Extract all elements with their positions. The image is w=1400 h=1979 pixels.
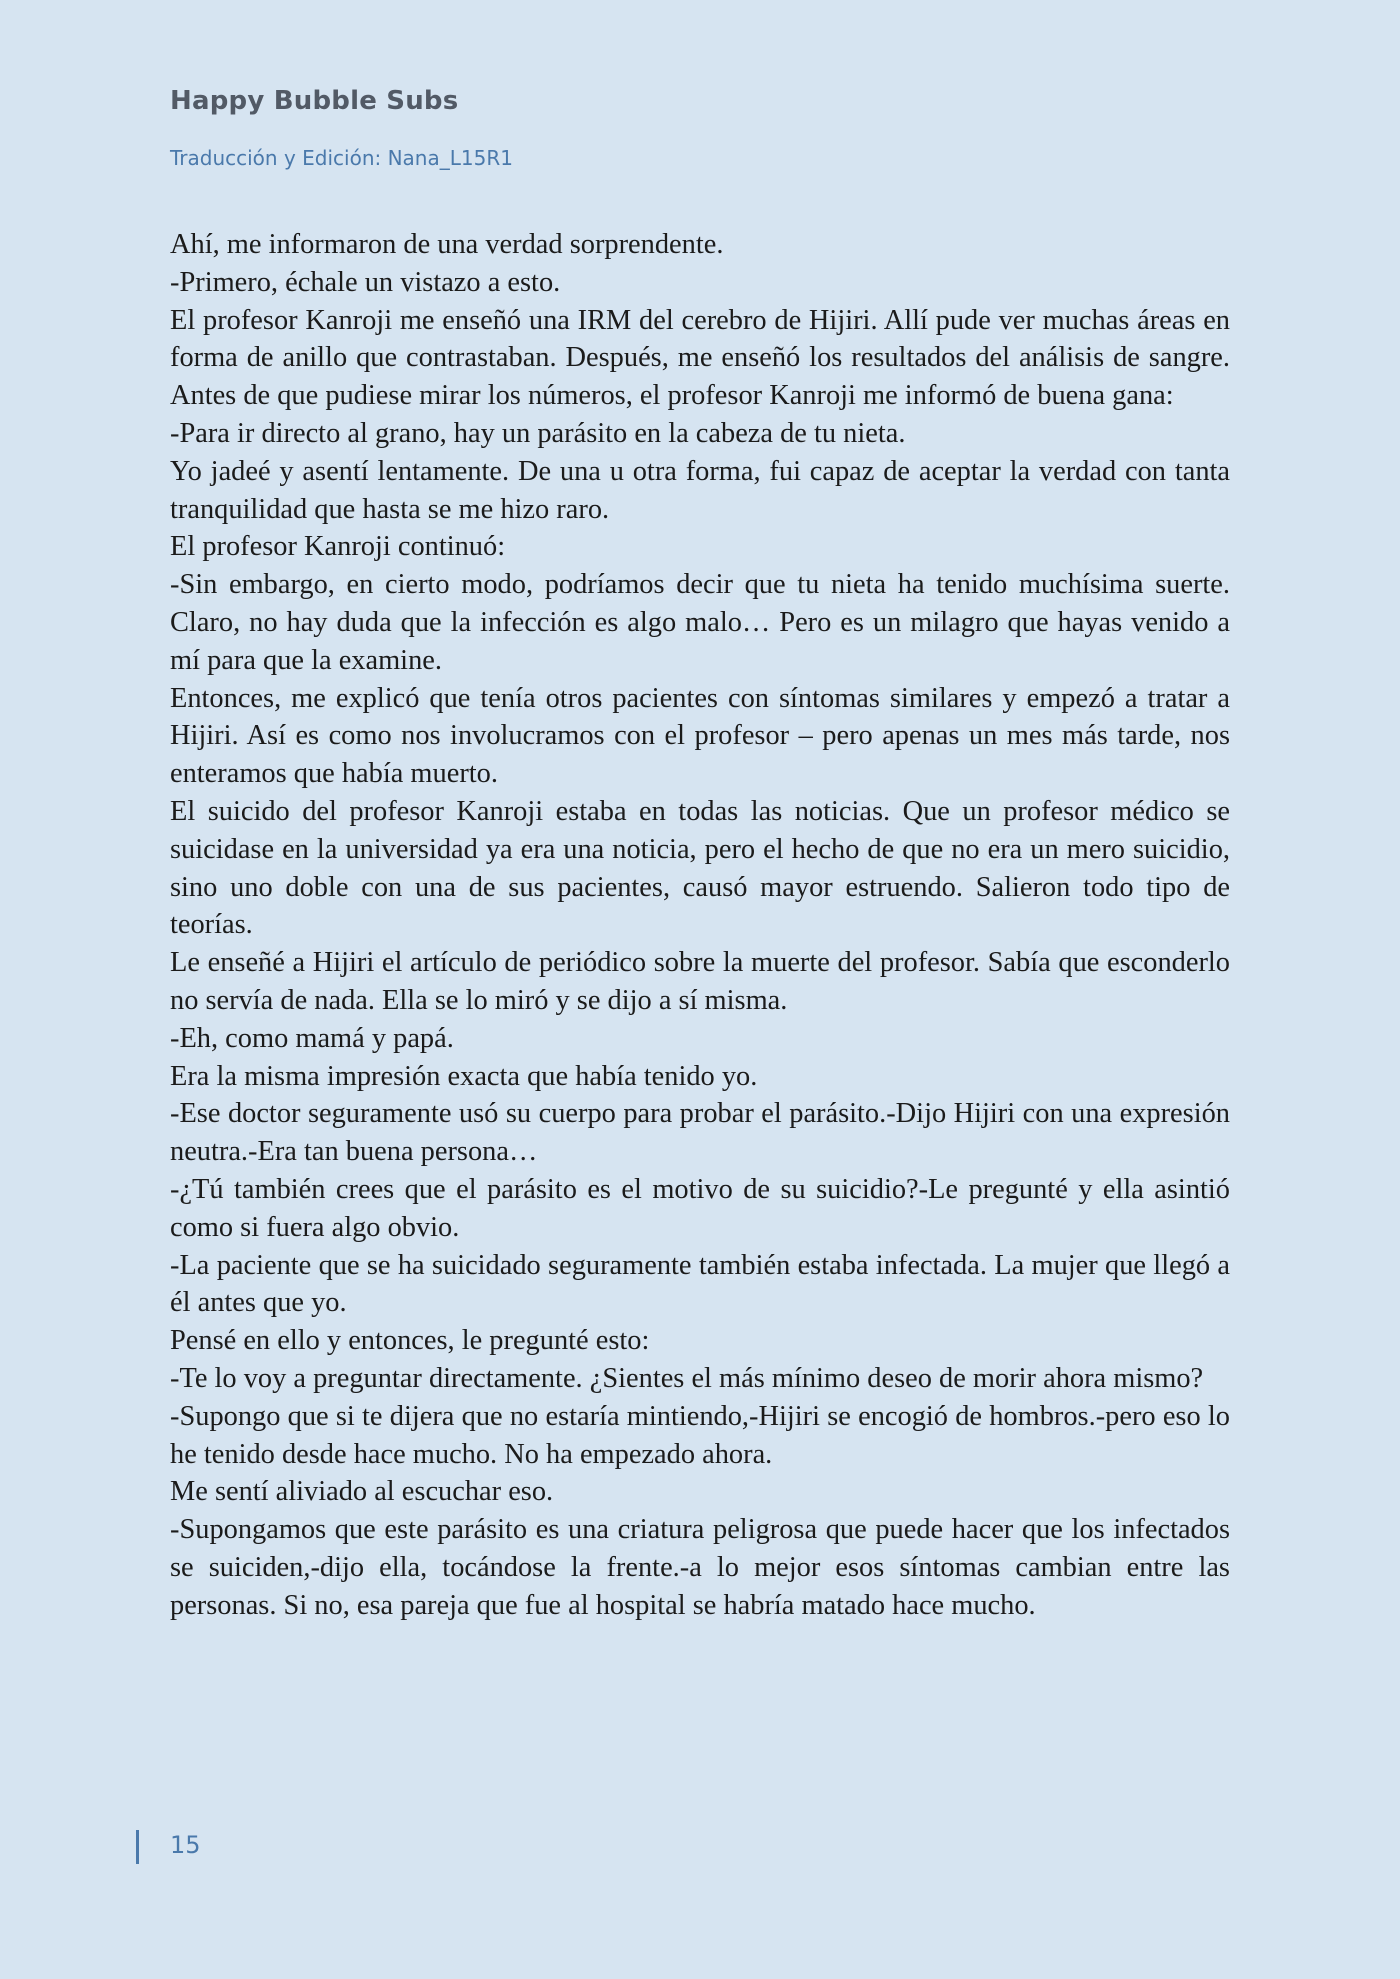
paragraph: El profesor Kanroji me enseñó una IRM del cerebro de Hijiri. Allí pude ver muchas áreas en forma de anillo que contrastaban. Después, me enseñó los resultados del análisis de sangre. Antes de que pudiese mirar los números, el profesor Kanroji me informó de buena gana: [170,304,1230,412]
paragraph: Yo jadeé y asentí lentamente. De una u otra forma, fui capaz de aceptar la verdad con tanta tranquilidad que hasta se me hizo raro. [170,455,1230,525]
paragraph: Le enseñé a Hijiri el artículo de periódico sobre la muerte del profesor. Sabía que esconderlo no servía de nada. Ella se lo miró y se dijo a sí misma. [170,947,1230,1016]
paragraph: -¿Tú también crees que el parásito es el motivo de su suicidio?-Le pregunté y ella asintió como si fuera algo obvio. [170,1173,1230,1243]
header-title: Happy Bubble Subs [170,86,459,116]
paragraph: -La paciente que se ha suicidado seguramente también estaba infectada. La mujer que llegó a él antes que yo. [170,1249,1230,1319]
paragraph: -Para ir directo al grano, hay un parásito en la cabeza de tu nieta. [170,417,906,449]
paragraph: El suicido del profesor Kanroji estaba en todas las noticias. Que un profesor médico se suicidase en la universidad ya era una noticia, pero el hecho de que no era un mero suicidio, sino uno doble con una de sus pacientes, causó mayor estruendo. Salieron todo tipo de teorías. [170,795,1230,941]
paragraph: -Supongo que si te dijera que no estaría mintiendo,-Hijiri se encogió de hombros.-pero eso lo he tenido desde hace mucho. No ha empezado ahora. [170,1400,1230,1470]
paragraph: -Ese doctor seguramente usó su cuerpo para probar el parásito.-Dijo Hijiri con una expresión neutra.-Era tan buena persona… [170,1098,1230,1168]
paragraph: Pensé en ello y entonces, le pregunté esto: [170,1325,650,1357]
body-text [170,226,1230,1624]
paragraph: -Sin embargo, en cierto modo, podríamos decir que tu nieta ha tenido muchísima suerte. Claro, no hay duda que la infección es algo malo… Pero es un milagro que hayas venido a mí para que la examine. [170,569,1230,676]
paragraph: -Te lo voy a preguntar directamente. ¿Sientes el más mínimo deseo de morir ahora mismo? [170,1362,1204,1394]
paragraph: -Eh, como mamá y papá. [170,1022,454,1054]
paragraph: Ahí, me informaron de una verdad sorprendente. [170,229,724,260]
paragraph: -Supongamos que este parásito es una criatura peligrosa que puede hacer que los infectados se suiciden,-dijo ella, tocándose la frente.-a lo mejor esos síntomas cambian entre las personas. Si no, esa pareja que fue al hospital se habría matado hace mucho. [170,1514,1230,1621]
paragraph: Me sentí aliviado al escuchar eso. [170,1476,554,1508]
paragraph: El profesor Kanroji continuó: [170,531,506,563]
page-number: 15 [170,1831,201,1859]
footer-divider [136,1830,139,1864]
header-subtitle: Traducción y Edición: Nana_L15R1 [170,146,513,170]
paragraph: Era la misma impresión exacta que había tenido yo. [170,1060,758,1092]
paragraph: Entonces, me explicó que tenía otros pacientes con síntomas similares y empezó a tratar a Hijiri. Así es como nos involucramos con el profesor – pero apenas un mes más tarde, nos enteramos que había muerto. [170,682,1230,790]
paragraph: -Primero, échale un vistazo a esto. [170,266,561,298]
